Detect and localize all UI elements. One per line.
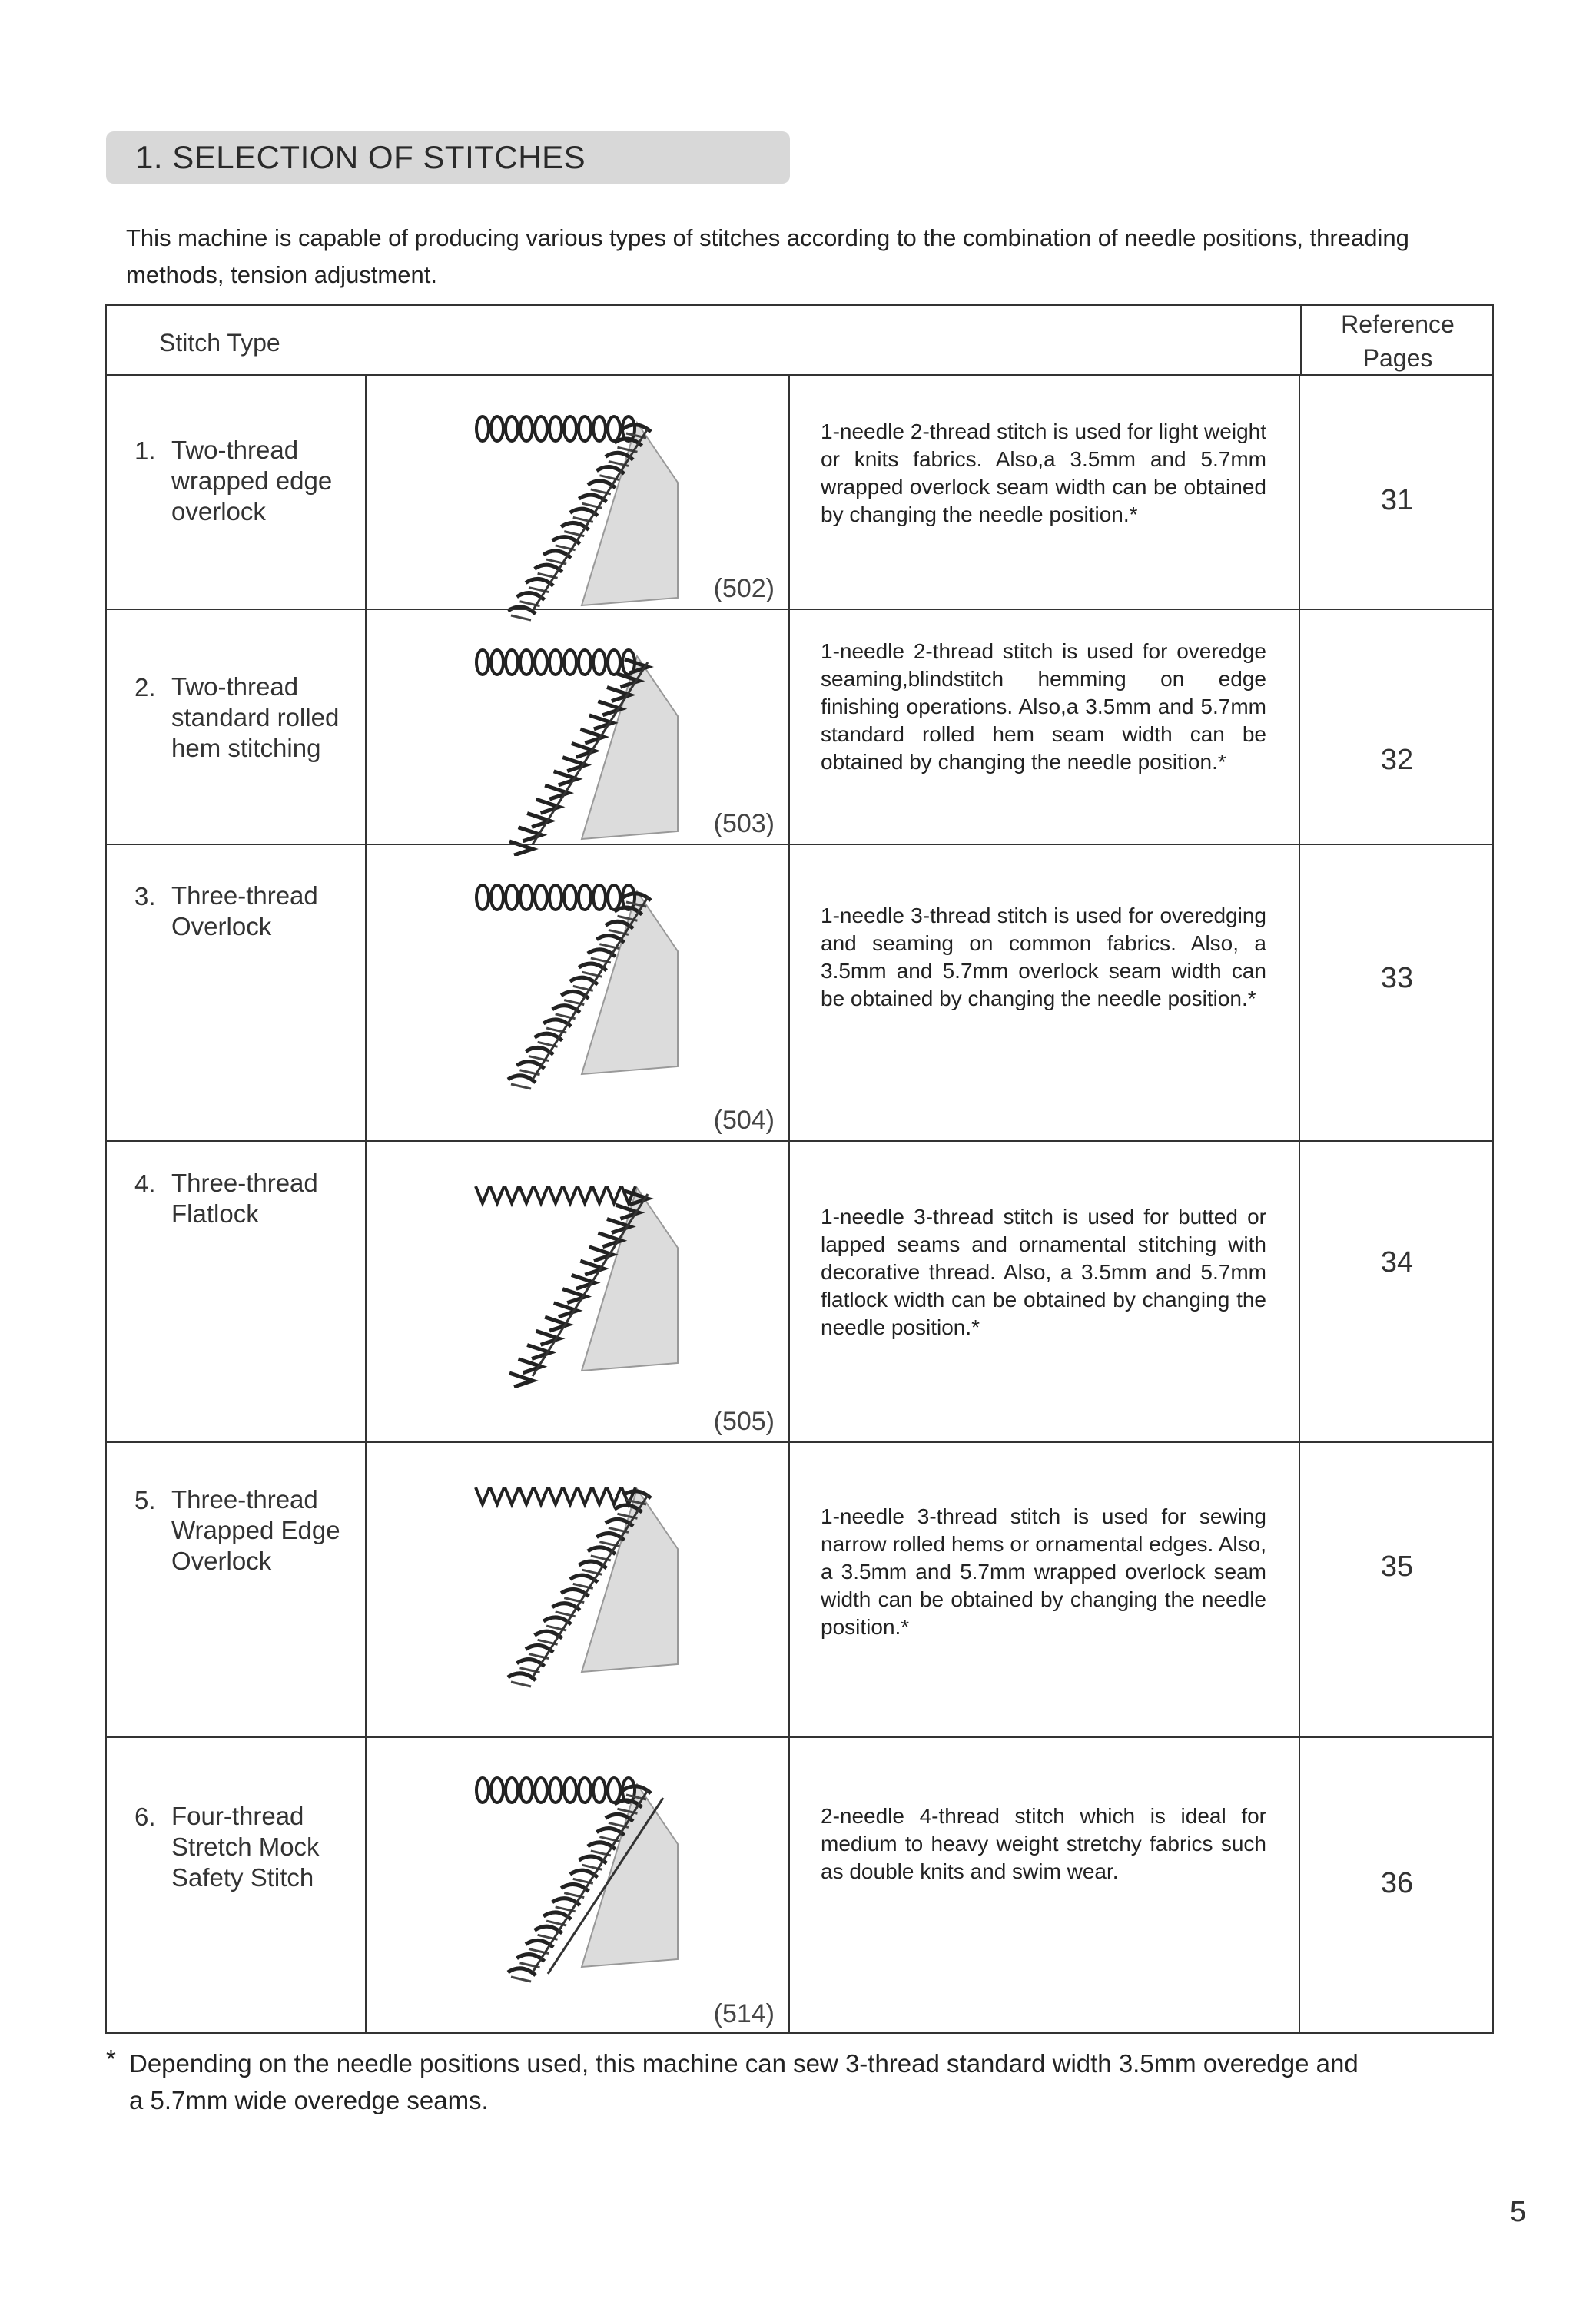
stitch-diagram-cell (367, 845, 790, 1140)
stitch-diagram-cell (367, 610, 790, 844)
stitch-loop (476, 1778, 489, 1803)
reference-page-cell (1300, 1443, 1494, 1736)
stitch-description: 1-needle 3-thread stitch is used for overedging and seaming on common fabrics. Also, a 3.5mm and 5.7mm overlock seam width can be obtained by changing the needle position.* (821, 904, 1266, 1010)
stitch-loop (608, 1778, 620, 1803)
stitch-diagram-cell (367, 376, 790, 609)
stitch-type-cell (107, 1738, 367, 2034)
stitch-loop (519, 1186, 533, 1203)
stitch-diagram-cell (367, 1738, 790, 2034)
reference-page-number: 31 (1380, 484, 1414, 516)
reference-page-cell (1300, 376, 1494, 609)
stitch-loop (549, 885, 562, 910)
stitch-loop (549, 650, 562, 675)
stitch-loop (535, 650, 547, 675)
stitch-loop (564, 416, 576, 441)
reference-page-number: 32 (1380, 744, 1414, 776)
stitch-loop (491, 885, 503, 910)
stitch-number: 3. (134, 882, 156, 910)
stitch-diagram (459, 1157, 689, 1388)
stitch-loop (505, 1186, 519, 1203)
footnote-line1: Depending on the needle positions used, this machine can sew 3-thread standard width 3.5mm overedge and (129, 2049, 1359, 2078)
stitch-name-line: hem stitching (171, 734, 321, 762)
stitch-description: 1-needle 3-thread stitch is used for butted or lapped seams and ornamental stitching with decorative thread. Also, a 3.5mm and 5.7mm flatlock width can be obtained by changing the needle position.* (821, 1205, 1266, 1339)
stitch-loop (491, 650, 503, 675)
stitch-loop (506, 650, 518, 675)
description-cell (790, 845, 1300, 1140)
stitch-name-line: Flatlock (171, 1199, 259, 1228)
stitch-loop (564, 650, 576, 675)
stitch-description: 1-needle 3-thread stitch is used for sewing narrow rolled hems or ornamental edges. Also, a 3.5mm and 5.7mm wrapped overlock seam width can be obtained by changing the needle position.* (821, 1504, 1266, 1639)
intro-paragraph: This machine is capable of producing various types of stitches according to the combination of needle positions, threading methods, tension adjustment. (126, 224, 1409, 288)
stitch-number: 6. (134, 1803, 156, 1831)
stitch-code: (505) (713, 1407, 775, 1436)
stitch-loop (534, 1487, 548, 1504)
seam-stitch (508, 1673, 536, 1680)
section-heading (106, 131, 790, 184)
stitch-loop (520, 1778, 533, 1803)
stitch-code: (503) (713, 809, 775, 838)
stitch-loop (593, 650, 606, 675)
stitch-diagram-cell (367, 1142, 790, 1441)
section-title: 1. SELECTION OF STITCHES (135, 139, 586, 175)
stitch-diagram (459, 861, 689, 1091)
stitch-loop (549, 1186, 562, 1203)
stitch-name-line: Overlock (171, 1547, 272, 1575)
stitch-diagram (459, 1458, 689, 1689)
stitch-number: 1. (134, 436, 156, 465)
stitch-name-line: wrapped edge (171, 466, 333, 495)
stitch-loop (506, 885, 518, 910)
page-number: 5 (1510, 2196, 1527, 2228)
stitch-loop (563, 1487, 577, 1504)
seam-stitch (508, 1968, 536, 1975)
stitch-loop (592, 1487, 606, 1504)
seam-stitch (511, 1084, 531, 1089)
table-row (107, 1140, 1492, 1441)
stitch-loop (579, 1778, 591, 1803)
stitch-diagram (459, 392, 689, 622)
stitch-loop (476, 1186, 489, 1203)
stitch-loop (519, 1487, 533, 1504)
stitch-loop (535, 1778, 547, 1803)
stitch-name-line: Safety Stitch (171, 1863, 314, 1892)
description-cell (790, 610, 1300, 844)
stitch-name (171, 1168, 318, 1229)
stitch-name (171, 1801, 320, 1893)
stitch-loop (578, 1487, 592, 1504)
stitch-loop (579, 885, 591, 910)
stitch-name-line: Four-thread (171, 1802, 304, 1830)
stitch-number: 2. (134, 673, 156, 701)
stitch-loop (608, 416, 620, 441)
stitch-loop (579, 416, 591, 441)
reference-page-cell (1300, 1738, 1494, 2034)
stitch-loop (608, 650, 620, 675)
table-row (107, 376, 1492, 609)
stitch-loop (593, 416, 606, 441)
seam-stitch (511, 1977, 531, 1982)
stitch-type-cell (107, 376, 367, 609)
stitch-loop (593, 1778, 606, 1803)
reference-page-number: 33 (1380, 962, 1414, 994)
stitch-loop (520, 416, 533, 441)
stitch-loop (491, 1778, 503, 1803)
stitch-description: 1-needle 2-thread stitch is used for light weight or knits fabrics. Also,a 3.5mm and 5.7mm wrapped overlock seam width can be obtained by changing the needle position.* (821, 420, 1266, 526)
reference-page-number: 36 (1380, 1867, 1414, 1899)
stitch-name (171, 881, 318, 942)
description-cell (790, 1738, 1300, 2034)
stitch-name (171, 435, 332, 527)
stitch-diagram (459, 625, 689, 856)
stitch-loop (520, 885, 533, 910)
footnote-line2: a 5.7mm wide overedge seams. (129, 2086, 489, 2114)
reference-page-cell (1300, 845, 1494, 1140)
stitch-name-line: Overlock (171, 912, 272, 940)
stitch-loop (593, 885, 606, 910)
stitch-loop (490, 1186, 504, 1203)
stitch-name (171, 1484, 340, 1577)
stitch-number: 4. (134, 1169, 156, 1198)
stitch-loop (607, 1487, 621, 1504)
seam-stitch (508, 1076, 536, 1083)
stitch-name-line: Three-thread (171, 1485, 318, 1514)
stitch-name-line: Wrapped Edge (171, 1516, 340, 1544)
stitch-loop (520, 650, 533, 675)
footnote-marker: * (106, 2045, 116, 2073)
table-row (107, 609, 1492, 844)
stitch-name-line: Three-thread (171, 1169, 318, 1197)
stitch-loop (506, 416, 518, 441)
stitch-loop (579, 650, 591, 675)
stitch-loop (535, 416, 547, 441)
stitch-name-line: standard rolled (171, 703, 340, 731)
header-reference-pages (1300, 306, 1494, 374)
stitch-loop (505, 1487, 519, 1504)
stitch-loop (549, 1778, 562, 1803)
stitch-loop (564, 885, 576, 910)
stitch-selection-table (105, 304, 1494, 2034)
description-cell (790, 1443, 1300, 1736)
stitch-loop (476, 885, 489, 910)
stitch-type-cell (107, 1443, 367, 1736)
table-row (107, 844, 1492, 1140)
stitch-loop (506, 1778, 518, 1803)
table-row (107, 1441, 1492, 1736)
stitch-loop (490, 1487, 504, 1504)
stitch-loop (564, 1778, 576, 1803)
header-stitch-type: Stitch Type (159, 329, 280, 357)
stitch-name-line: Two-thread (171, 672, 299, 701)
stitch-type-cell (107, 845, 367, 1140)
stitch-code: (502) (713, 574, 775, 603)
stitch-name-line: Three-thread (171, 881, 318, 910)
stitch-loop (608, 885, 620, 910)
reference-page-number: 35 (1380, 1550, 1414, 1583)
stitch-code: (504) (713, 1106, 775, 1135)
stitch-type-cell (107, 610, 367, 844)
stitch-diagram (459, 1753, 689, 1984)
stitch-name-line: Stretch Mock (171, 1832, 320, 1861)
reference-page-number: 34 (1380, 1246, 1414, 1279)
stitch-name-line: Two-thread (171, 436, 299, 464)
stitch-loop (476, 650, 489, 675)
header-reference-line2: Pages (1362, 344, 1433, 372)
stitch-description: 2-needle 4-thread stitch which is ideal for medium to heavy weight stretchy fabrics such as double knits and swim wear. (821, 1804, 1266, 1883)
stitch-diagram-cell (367, 1443, 790, 1736)
table-header (107, 306, 1492, 376)
stitch-loop (607, 1186, 621, 1203)
stitch-loop (491, 416, 503, 441)
stitch-code: (514) (713, 1999, 775, 2028)
stitch-loop (549, 1487, 562, 1504)
header-reference-line1: Reference (1341, 310, 1455, 338)
stitch-type-cell (107, 1142, 367, 1441)
stitch-loop (578, 1186, 592, 1203)
description-cell (790, 1142, 1300, 1441)
stitch-loop (535, 885, 547, 910)
stitch-loop (549, 416, 562, 441)
seam-stitch (511, 1682, 531, 1686)
stitch-number: 5. (134, 1486, 156, 1514)
reference-page-cell (1300, 1142, 1494, 1441)
seam-stitch (509, 1373, 533, 1387)
stitch-description: 1-needle 2-thread stitch is used for overedge seaming,blindstitch hemming on edge finishing operations. Also,a 3.5mm and 5.7mm standard rolled hem seam width can be obtained by changing the needle position.* (821, 639, 1266, 774)
stitch-loop (563, 1186, 577, 1203)
stitch-loop (534, 1186, 548, 1203)
stitch-name-line: overlock (171, 497, 266, 526)
table-row (107, 1736, 1492, 2034)
description-cell (790, 376, 1300, 609)
stitch-loop (592, 1186, 606, 1203)
stitch-name (171, 672, 339, 764)
footnote (106, 2045, 1512, 2119)
reference-page-cell (1300, 610, 1494, 844)
stitch-loop (476, 1487, 489, 1504)
stitch-loop (476, 416, 489, 441)
